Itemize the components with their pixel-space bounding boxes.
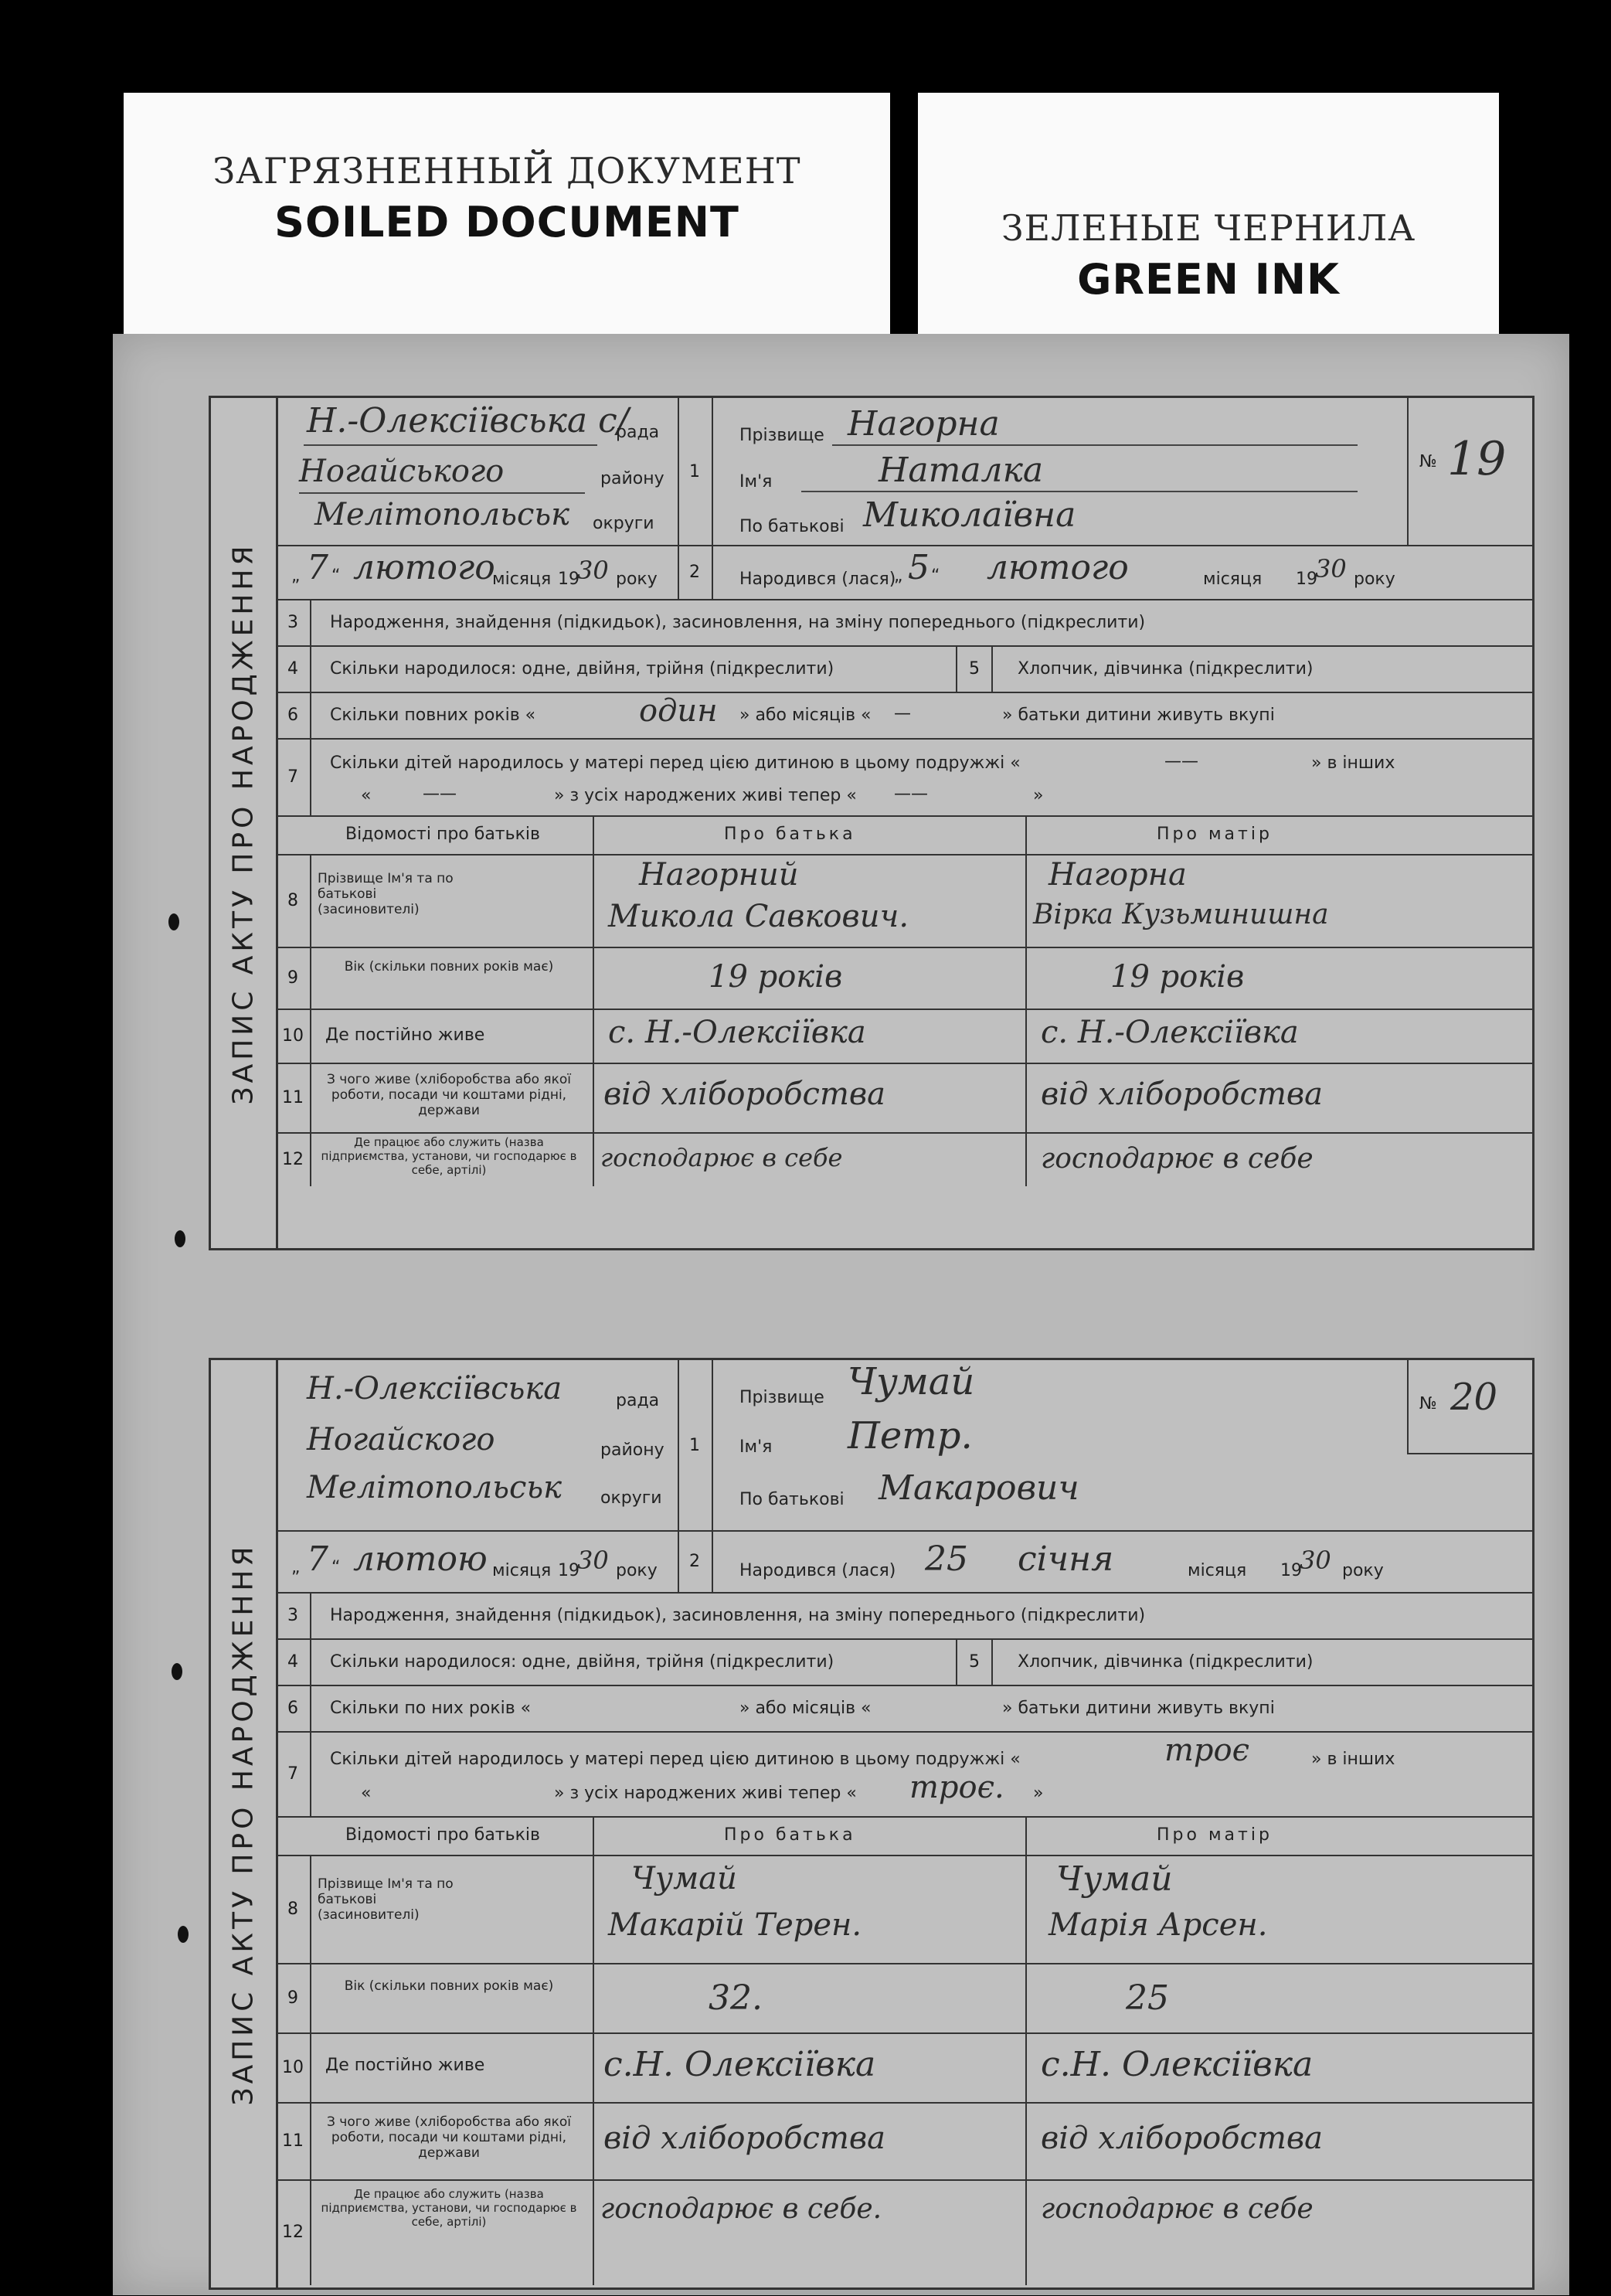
record-number: 19: [1447, 432, 1507, 486]
reg-day: 7: [307, 548, 328, 587]
child-name: Наталка: [879, 451, 1044, 490]
father-residence: с. Н.-Олексіївка: [608, 1015, 866, 1050]
children-alive: троє.: [909, 1770, 1004, 1805]
parents-header: Відомості про батьків Про батька Про матір: [276, 1816, 1532, 1856]
soiled-label-ru: ЗАГРЯЗНЕННЫЙ ДОКУМЕНТ: [212, 150, 801, 192]
parents-header: Відомості про батьків Про батька Про матір: [276, 815, 1532, 855]
father-income: від хліборобства: [603, 1077, 886, 1112]
father-income: від хліборобства: [603, 2121, 886, 2156]
father-age: 19 років: [709, 959, 843, 995]
record-number: 20: [1450, 1376, 1498, 1419]
soiled-label-en: SOILED DOCUMENT: [274, 198, 739, 247]
okruha-value: Мелітопольськ: [314, 497, 570, 532]
mother-income: від хліборобства: [1041, 2121, 1324, 2156]
father-work: господарює в себе.: [600, 2193, 882, 2225]
rada-value: Н.-Олексіївська с/: [307, 401, 629, 440]
birth-record-19: ЗАПИС АКТУ ПРО НАРОДЖЕННЯ Н.-Олексіївська с/ рада Ногайського району Мелітопольськ округи 1 Прізвище Нагорна Ім'я Наталка По батькові Миколаївна № 19 „ 7 “ лютого місяця 19 30 року 2 Народився (лася) „ 5 “ лютого місяця 19 30 року 3 Народження, знайдення (підкидьок), засиновлення, на зміну попереднього (підкреслити) 4 Скільки народилося: одне, двійня, трійня (підкреслити) 5 Хлопчик, дівчинка (підкреслити) 6 Скільки повних років « один » або місяців « — » батьки дитини живуть вкупі 7 Скільки дітей народилось у матері перед цією дитиною в цьому подружжі « —— » в інших « —— » з усіх народжених живі тепер « —— » Відомості про батьків Про батька Про матір 8 Прізвище Ім'я та по батькові (засиновителі) Нагорний Микола Савкович. Нагорна Вірка Кузьминишна 9 Вік (скільки повних років має) 19 років 19 років 10 Де постійно живе с. Н.-Олексіївка с. Н.-Олексіївка 11 З чого живе (хліборобства або якої роботи, посади чи коштами рідні, держави від хліборобства від хліборобства 12 Де працює або служить (назва підприємства, установи, чи господарює в себе, артілі) господарює в себе господарює в себе: [209, 396, 1535, 1250]
birth-year: 30: [1315, 554, 1347, 583]
record-number-box: № 19: [1407, 398, 1532, 546]
father-name: Макарій Терен.: [608, 1907, 862, 1943]
reg-day: 7: [307, 1539, 328, 1579]
father-residence: с.Н. Олексіївка: [603, 2045, 876, 2084]
mother-surname: Нагорна: [1049, 857, 1187, 893]
birth-day: 5: [908, 548, 930, 587]
reg-year: 30: [577, 1546, 609, 1575]
green-label-en: GREEN INK: [1077, 255, 1340, 304]
mother-surname: Чумай: [1056, 1859, 1173, 1899]
father-age: 32.: [709, 1978, 763, 2018]
reg-year: 30: [577, 556, 609, 585]
punch-hole: [168, 913, 179, 930]
row-2: „ 7 “ лютого місяця 19 30 року 2 Народився (лася) „ 5 “ лютого місяця 19 30 року: [276, 545, 1532, 600]
green-label-ru: ЗЕЛЕНЫЕ ЧЕРНИЛА: [1001, 207, 1416, 249]
record-side-title: ЗАПИС АКТУ ПРО НАРОДЖЕННЯ: [211, 398, 278, 1248]
mother-work: господарює в себе: [1041, 1143, 1314, 1175]
punch-hole: [175, 1230, 185, 1247]
child-patronymic: Макарович: [879, 1468, 1079, 1508]
header-block: Н.-Олексіївська с/ рада Ногайського району Мелітопольськ округи 1 Прізвище Нагорна Ім'я Наталка По батькові Миколаївна № 19: [276, 398, 1532, 546]
soiled-document-label: [124, 93, 890, 349]
birth-month: січня: [1018, 1539, 1114, 1579]
mother-age: 19 років: [1110, 959, 1245, 995]
header-block: Н.-Олексіївська рада Ногайского району Мелітопольськ округи 1 Прізвище Чумай Ім'я Петр. По батькові Макарович № 20: [276, 1360, 1532, 1532]
child-patronymic: Миколаївна: [863, 495, 1076, 535]
mother-residence: с.Н. Олексіївка: [1041, 2045, 1314, 2084]
birth-day: 25: [925, 1539, 968, 1579]
mother-income: від хліборобства: [1041, 1077, 1324, 1112]
green-ink-label: [918, 93, 1499, 349]
document-sheet: [113, 334, 1569, 2295]
reg-month: лютого: [353, 548, 495, 587]
reg-month: лютою: [353, 1539, 488, 1579]
rada-value: Н.-Олексіївська: [307, 1371, 562, 1407]
birth-year: 30: [1300, 1546, 1331, 1575]
punch-hole: [178, 1926, 189, 1943]
raion-value: Ногайського: [299, 454, 505, 489]
birth-record-20: ЗАПИС АКТУ ПРО НАРОДЖЕННЯ Н.-Олексіївська рада Ногайского району Мелітопольськ округи 1 Прізвище Чумай Ім'я Петр. По батькові Макарович № 20 „ 7 “ лютою місяця 19 30 року 2 Народився (лася) 25 січня місяця 19 30 року 3 Народження, знайдення (підкидьок), засиновлення, на зміну попереднього (підкреслити) 4 Скільки народилося: одне, двійня, трійня (підкреслити) 5 Хлопчик, дівчинка (підкреслити) 6 Скільки по них років « » або місяців « » батьки дитини живуть вкупі 7 Скільки дітей народилось у матері перед цією дитиною в цьому подружжі « троє » в інших « » з усіх народжених живі тепер « троє. » Відомості про батьків Про батька Про матір 8 Прізвище Ім'я та по батькові (засиновителі) Чумай Макарій Терен. Чумай Марія Арсен. 9 Вік (скільки повних років має) 32. 25 10 Де постійно живе с.Н. Олексіївка с.Н. Олексіївка 11 З чого живе (хліборобства або якої роботи, посади чи коштами рідні, держави від хліборобства від хліборобства 12 Де працює або служить (назва підприємства, установи, чи господарює в себе, артілі) господарює в себе. господарює в себе: [209, 1358, 1535, 2290]
child-name: Петр.: [848, 1414, 973, 1458]
years-together: один: [639, 693, 718, 729]
father-work: господарює в себе: [600, 1143, 843, 1172]
children-before: троє: [1164, 1733, 1250, 1768]
location-cell: Н.-Олексіївська с/ рада Ногайського району Мелітопольськ округи: [276, 398, 679, 545]
record-number-box: № 20: [1407, 1360, 1532, 1454]
mother-age: 25: [1126, 1978, 1169, 2018]
raion-value: Ногайского: [307, 1422, 495, 1458]
punch-hole: [172, 1663, 182, 1680]
okruha-value: Мелітопольськ: [307, 1470, 562, 1505]
birth-month: лютого: [987, 548, 1129, 587]
mother-name: Марія Арсен.: [1049, 1907, 1268, 1943]
father-surname: Нагорний: [639, 857, 799, 893]
mother-residence: с. Н.-Олексіївка: [1041, 1015, 1299, 1050]
father-name: Микола Савкович.: [608, 899, 909, 934]
mother-work: господарює в себе: [1041, 2193, 1314, 2225]
mother-name: Вірка Кузьминишна: [1033, 899, 1329, 930]
father-surname: Чумай: [631, 1861, 737, 1896]
child-surname: Чумай: [848, 1360, 975, 1403]
child-surname: Нагорна: [848, 404, 1000, 444]
record-side-title: ЗАПИС АКТУ ПРО НАРОДЖЕННЯ: [211, 1360, 278, 2287]
